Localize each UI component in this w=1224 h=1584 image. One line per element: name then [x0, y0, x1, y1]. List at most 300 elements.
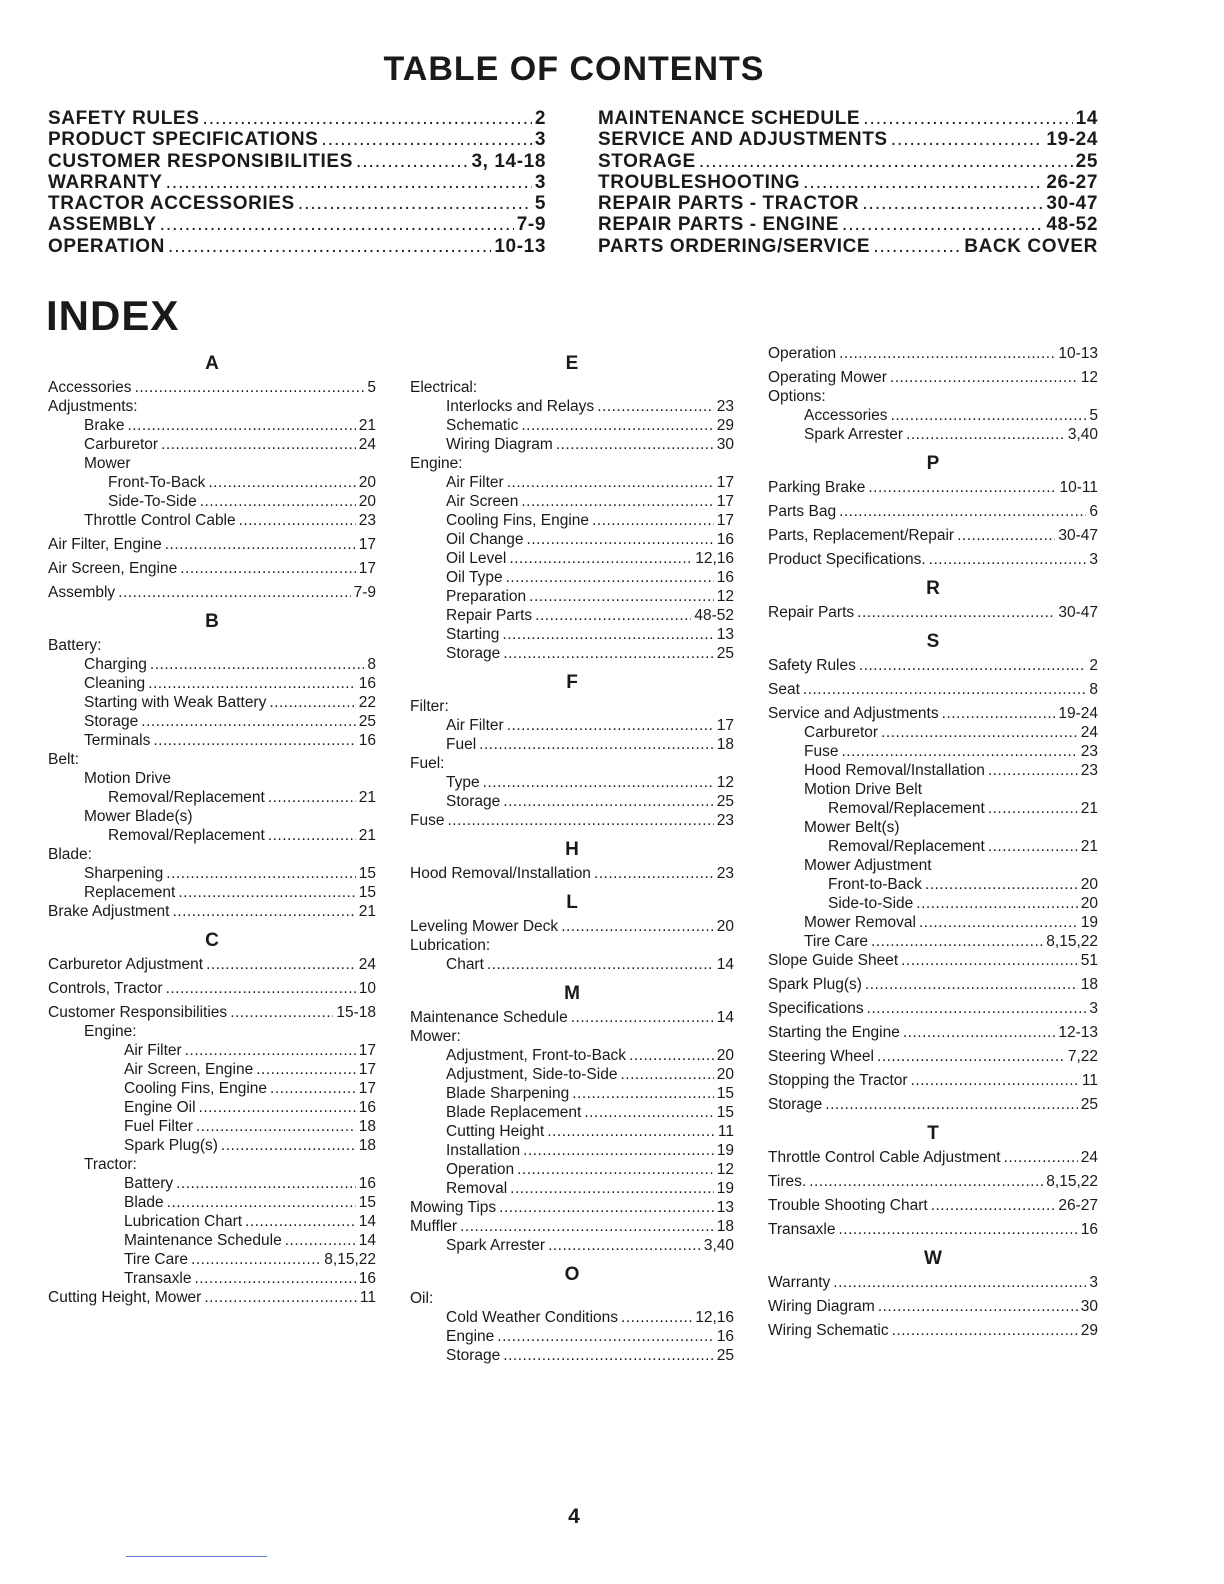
index-entry	[768, 1196, 1098, 1215]
index-entry-term: Sharpening	[84, 865, 164, 882]
dot-leader	[561, 917, 714, 936]
index-entry-term: Cooling Fins, Engine	[446, 512, 590, 529]
index-entry	[410, 1141, 734, 1160]
index-entry-page: 7,22	[1067, 1048, 1098, 1065]
index-entry-page: 13	[716, 626, 734, 643]
index-entry-page: 30	[716, 436, 734, 453]
index-entry	[768, 723, 1098, 742]
index-entry-term: Removal/Replacement	[828, 800, 985, 817]
index-entry	[48, 674, 376, 693]
index-entry-term: Side-to-Side	[828, 895, 914, 912]
toc-entry-page: 19-24	[1046, 129, 1098, 151]
index-entry	[48, 454, 376, 473]
index-entry	[48, 1117, 376, 1136]
index-entry-term: Belt:	[48, 751, 80, 768]
dot-leader	[906, 425, 1065, 444]
dot-leader	[891, 406, 1087, 425]
index-entry	[768, 1023, 1098, 1042]
dot-leader	[506, 568, 714, 587]
index-entry	[410, 549, 734, 568]
index-entry	[410, 1289, 734, 1308]
index-entry-page: 17	[358, 1080, 376, 1097]
index-entry-term: Air Screen, Engine	[124, 1061, 254, 1078]
index-entry	[768, 603, 1098, 622]
index-entry-term: Engine Oil	[124, 1099, 196, 1116]
index-entry	[768, 1220, 1098, 1239]
index-entry-term: Type	[446, 774, 480, 791]
index-entry	[48, 731, 376, 750]
toc-entry[interactable]	[48, 108, 546, 129]
dot-leader	[141, 712, 355, 731]
index-entry-term: Replacement	[84, 884, 176, 901]
index-entry-term: Muffler	[410, 1218, 458, 1235]
index-entry-term: Engine:	[410, 455, 463, 472]
dot-leader	[168, 236, 491, 258]
index-entry-term: Operation	[768, 345, 837, 362]
index-entry-page: 20	[716, 1047, 734, 1064]
index-entry-term: Storage	[446, 1347, 501, 1364]
index-entry	[48, 511, 376, 530]
index-entry-page: 25	[358, 713, 376, 730]
dot-leader	[571, 1008, 714, 1027]
index-entry	[48, 902, 376, 921]
index-entry	[768, 478, 1098, 497]
index-entry-term: Schematic	[446, 417, 519, 434]
toc-entry[interactable]	[598, 108, 1098, 129]
index-entry-page: 2	[1089, 657, 1098, 674]
index-entry-page: 17	[716, 512, 734, 529]
toc-right-column	[598, 108, 1098, 257]
dot-leader	[988, 799, 1078, 818]
index-entry	[48, 788, 376, 807]
index-entry-page: 18	[716, 1218, 734, 1235]
dot-leader	[460, 1217, 714, 1236]
index-entry-term: Starting	[446, 626, 500, 643]
index-entry-page: 12	[716, 774, 734, 791]
dot-leader	[556, 435, 714, 454]
index-entry-page: 30	[1080, 1298, 1098, 1315]
index-entry-term: Air Filter, Engine	[48, 536, 162, 553]
dot-leader	[208, 473, 355, 492]
index-entry-term: Fuel:	[410, 755, 445, 772]
index-entry-page: 8,15,22	[1046, 1173, 1098, 1190]
toc-entry[interactable]	[48, 129, 546, 150]
index-entry-page: 23	[716, 865, 734, 882]
dot-leader	[903, 1023, 1056, 1042]
index-entry-page: 18	[358, 1137, 376, 1154]
toc-entry[interactable]	[48, 151, 546, 172]
index-column-3	[768, 344, 1098, 1340]
index-entry-term: Fuse	[410, 812, 445, 829]
index-entry-term: Terminals	[84, 732, 151, 749]
index-entry	[48, 1079, 376, 1098]
index-entry-term: Lubrication:	[410, 937, 491, 954]
toc-entry-page: 5	[534, 193, 546, 215]
toc-entry[interactable]	[598, 129, 1098, 150]
index-entry	[410, 917, 734, 936]
index-entry-term: Oil Level	[446, 550, 507, 567]
dot-leader	[167, 1193, 356, 1212]
dot-leader	[535, 606, 691, 625]
index-entry	[48, 1231, 376, 1250]
index-entry-page: 19	[716, 1142, 734, 1159]
dot-leader	[809, 1172, 1043, 1191]
toc-entry-label: CUSTOMER RESPONSIBILITIES	[48, 150, 353, 172]
index-entry-term: Throttle Control Cable	[84, 512, 236, 529]
index-entry	[48, 1060, 376, 1079]
index-entry-page: 19-24	[1058, 705, 1098, 722]
index-entry	[768, 425, 1098, 444]
dot-leader	[194, 1269, 355, 1288]
index-entry-page: 16	[716, 1328, 734, 1345]
index-entry-page: 23	[1080, 762, 1098, 779]
index-entry-term: Throttle Control Cable Adjustment	[768, 1149, 1001, 1166]
index-entry-term: Tractor:	[84, 1156, 137, 1173]
index-entry	[768, 1172, 1098, 1191]
index-entry-term: Options:	[768, 388, 826, 405]
dot-leader	[239, 511, 356, 530]
toc-entry-page: 26-27	[1046, 171, 1098, 193]
toc-entry-label: PARTS ORDERING/SERVICE	[598, 235, 871, 257]
index-entry-term: Cooling Fins, Engine	[124, 1080, 268, 1097]
toc-entry-label: TRACTOR ACCESSORIES	[48, 193, 295, 215]
index-entry-page: 25	[716, 1347, 734, 1364]
dot-leader	[200, 492, 356, 511]
index-entry-page: 6	[1089, 503, 1098, 520]
index-entry-term: Oil Type	[446, 569, 503, 586]
index-entry-term: Removal	[446, 1180, 508, 1197]
dot-leader	[356, 151, 469, 173]
toc-entry[interactable]	[598, 193, 1098, 214]
index-entry	[768, 818, 1098, 837]
index-entry-term: Oil Change	[446, 531, 524, 548]
index-entry-term: Wiring Diagram	[446, 436, 553, 453]
index-entry-page: 23	[716, 812, 734, 829]
index-entry	[768, 368, 1098, 387]
index-entry	[410, 864, 734, 883]
index-entry	[48, 416, 376, 435]
toc-entry[interactable]	[48, 172, 546, 193]
index-entry-page: 7-9	[353, 584, 376, 601]
index-entry	[410, 955, 734, 974]
index-entry-page: 21	[358, 417, 376, 434]
dot-leader	[268, 826, 356, 845]
toc-entry[interactable]	[598, 236, 1098, 257]
index-entry	[768, 680, 1098, 699]
index-entry-page: 12	[716, 588, 734, 605]
index-entry	[48, 535, 376, 554]
index-entry-page: 23	[716, 398, 734, 415]
index-entry-term: Hood Removal/Installation	[804, 762, 985, 779]
index-entry	[768, 875, 1098, 894]
index-entry	[768, 999, 1098, 1018]
index-entry-page: 19	[1080, 914, 1098, 931]
index-entry-term: Chart	[446, 956, 484, 973]
index-entry	[48, 826, 376, 845]
index-entry-term: Installation	[446, 1142, 521, 1159]
toc-entry[interactable]	[598, 172, 1098, 193]
index-entry-page: 16	[358, 1270, 376, 1287]
index-entry	[768, 1071, 1098, 1090]
index-entry-term: Accessories	[48, 379, 132, 396]
dot-leader	[699, 151, 1073, 173]
index-entry-page: 29	[716, 417, 734, 434]
index-entry	[768, 894, 1098, 913]
index-entry-page: 25	[716, 645, 734, 662]
dot-leader	[803, 680, 1086, 699]
toc-entry-label: REPAIR PARTS - ENGINE	[598, 214, 839, 236]
toc-entry-label: PRODUCT SPECIFICATIONS	[48, 129, 319, 151]
index-entry	[768, 1095, 1098, 1114]
index-entry-page: 8	[367, 656, 376, 673]
toc-entry[interactable]	[48, 214, 546, 235]
index-entry	[410, 936, 734, 955]
dot-leader	[176, 1174, 356, 1193]
index-entry	[410, 1217, 734, 1236]
dot-leader	[221, 1136, 356, 1155]
dot-leader	[842, 214, 1043, 236]
index-entry-term: Adjustments:	[48, 398, 138, 415]
index-entry-term: Cutting Height, Mower	[48, 1289, 202, 1306]
index-entry-term: Spark Plug(s)	[768, 976, 862, 993]
index-entry-page: 21	[358, 789, 376, 806]
index-entry-page: 8	[1089, 681, 1098, 698]
index-entry	[410, 1308, 734, 1327]
index-entry	[48, 1155, 376, 1174]
index-entry	[48, 1041, 376, 1060]
index-entry	[768, 975, 1098, 994]
index-entry-page: 23	[1080, 743, 1098, 760]
toc-entry[interactable]	[48, 236, 546, 257]
index-entry	[48, 1136, 376, 1155]
index-entry-term: Mower	[84, 455, 131, 472]
index-entry-page: 17	[716, 717, 734, 734]
index-entry	[48, 864, 376, 883]
index-entry-page: 30-47	[1058, 527, 1098, 544]
dot-leader	[890, 368, 1078, 387]
dot-leader	[863, 108, 1072, 130]
dot-leader	[503, 644, 713, 663]
index-entry	[410, 511, 734, 530]
toc-entry-label: SERVICE AND ADJUSTMENTS	[598, 129, 888, 151]
index-entry-term: Air Screen, Engine	[48, 560, 178, 577]
index-entry-term: Engine:	[84, 1023, 137, 1040]
dot-leader	[1004, 1148, 1078, 1167]
index-entry	[48, 955, 376, 974]
dot-leader	[547, 1122, 715, 1141]
toc-entry[interactable]	[48, 193, 546, 214]
index-entry-term: Storage	[446, 645, 501, 662]
dot-leader	[931, 1196, 1056, 1215]
dot-leader	[196, 1117, 356, 1136]
index-entry	[410, 754, 734, 773]
toc-entry-label: OPERATION	[48, 235, 165, 257]
index-entry-page: 3,40	[703, 1237, 734, 1254]
dot-leader	[862, 193, 1043, 215]
dot-leader	[178, 883, 355, 902]
index-entry-term: Engine	[446, 1328, 495, 1345]
index-entry-page: 13	[716, 1199, 734, 1216]
dot-leader	[548, 1236, 701, 1255]
dot-leader	[839, 344, 1055, 363]
index-entry	[48, 655, 376, 674]
dot-leader	[497, 1327, 713, 1346]
dot-leader	[503, 1346, 713, 1365]
toc-entry-page: 30-47	[1046, 193, 1098, 215]
index-entry-term: Charging	[84, 656, 147, 673]
index-entry-page: 21	[358, 827, 376, 844]
index-entry	[48, 807, 376, 826]
index-entry-page: 12,16	[695, 1309, 734, 1326]
index-entry-term: Filter:	[410, 698, 449, 715]
index-entry-term: Tire Care	[124, 1251, 189, 1268]
index-entry-page: 15	[358, 1194, 376, 1211]
toc-entry-label: ASSEMBLY	[48, 214, 157, 236]
dot-leader	[803, 172, 1043, 194]
index-entry	[768, 526, 1098, 545]
index-entry	[410, 1027, 734, 1046]
index-entry-page: 14	[716, 956, 734, 973]
index-entry	[410, 606, 734, 625]
index-entry	[410, 811, 734, 830]
dot-leader	[447, 811, 713, 830]
dot-leader	[509, 549, 692, 568]
toc-left-column	[48, 108, 546, 257]
index-entry	[410, 1179, 734, 1198]
index-entry-page: 25	[1080, 1096, 1098, 1113]
index-entry	[768, 780, 1098, 799]
index-entry	[768, 1273, 1098, 1292]
index-entry-term: Maintenance Schedule	[410, 1009, 568, 1026]
dot-leader	[523, 1141, 714, 1160]
dot-leader	[230, 1003, 333, 1022]
dot-leader	[160, 214, 514, 236]
index-entry-page: 12,16	[695, 550, 734, 567]
index-entry-term: Blade Replacement	[446, 1104, 582, 1121]
dot-leader	[503, 792, 713, 811]
dot-leader	[877, 1047, 1065, 1066]
index-entry	[410, 530, 734, 549]
dot-leader	[892, 1321, 1078, 1340]
index-entry-page: 5	[367, 379, 376, 396]
toc-entry-page: 3, 14-18	[471, 150, 546, 172]
index-entry-page: 48-52	[694, 607, 734, 624]
index-entry-term: Cold Weather Conditions	[446, 1309, 619, 1326]
dot-leader	[180, 559, 356, 578]
index-entry	[410, 773, 734, 792]
index-entry-page: 14	[358, 1213, 376, 1230]
toc-entry[interactable]	[598, 151, 1098, 172]
index-entry-term: Customer Responsibilities	[48, 1004, 228, 1021]
index-entry	[768, 932, 1098, 951]
dot-leader	[841, 742, 1077, 761]
dot-leader	[166, 979, 356, 998]
index-entry-term: Parking Brake	[768, 479, 866, 496]
toc-entry-page: 3	[534, 129, 546, 151]
index-entry-term: Repair Parts	[446, 607, 533, 624]
index-entry	[410, 1046, 734, 1065]
index-entry-term: Brake	[84, 417, 125, 434]
dot-leader	[270, 1079, 356, 1098]
index-entry-page: 17	[358, 1042, 376, 1059]
dot-leader	[206, 955, 356, 974]
index-entry-page: 21	[1080, 800, 1098, 817]
index-entry-term: Safety Rules	[768, 657, 856, 674]
index-letter-heading: H	[565, 839, 579, 860]
index-entry-page: 8,15,22	[324, 1251, 376, 1268]
index-entry-term: Wiring Diagram	[768, 1298, 875, 1315]
index-entry-page: 17	[358, 536, 376, 553]
index-entry	[768, 704, 1098, 723]
dot-leader	[166, 864, 355, 883]
dot-leader	[521, 492, 713, 511]
dot-leader	[916, 894, 1077, 913]
index-letter-heading: T	[927, 1123, 939, 1144]
dot-leader	[594, 864, 714, 883]
dot-leader	[199, 1098, 356, 1117]
index-entry-page: 14	[716, 1009, 734, 1026]
dot-leader	[929, 550, 1087, 569]
dot-leader	[857, 603, 1055, 622]
index-entry-term: Parts, Replacement/Repair	[768, 527, 955, 544]
page-number: 4	[568, 1505, 580, 1528]
index-entry-term: Controls, Tractor	[48, 980, 163, 997]
dot-leader	[629, 1046, 714, 1065]
index-entry-page: 24	[358, 436, 376, 453]
dot-leader	[161, 435, 356, 454]
toc-entry-label: MAINTENANCE SCHEDULE	[598, 108, 861, 129]
index-entry	[768, 913, 1098, 932]
index-entry	[768, 1297, 1098, 1316]
index-entry	[48, 397, 376, 416]
index-entry	[48, 378, 376, 397]
index-entry-page: 51	[1080, 952, 1098, 969]
index-entry-term: Specifications	[768, 1000, 864, 1017]
index-entry-term: Stopping the Tractor	[768, 1072, 908, 1089]
index-entry-term: Preparation	[446, 588, 527, 605]
index-entry-term: Wiring Schematic	[768, 1322, 889, 1339]
index-letter-heading: F	[566, 672, 578, 693]
index-entry-term: Front-To-Back	[108, 474, 206, 491]
dot-leader	[838, 1220, 1077, 1239]
dot-leader	[150, 655, 364, 674]
toc-entry[interactable]	[598, 214, 1098, 235]
index-entry	[48, 750, 376, 769]
index-entry	[410, 644, 734, 663]
toc-entry-page: 14	[1075, 108, 1098, 129]
index-entry-page: 16	[358, 1175, 376, 1192]
toc-entry-page: 48-52	[1046, 214, 1098, 236]
dot-leader	[925, 875, 1078, 894]
index-entry-term: Storage	[768, 1096, 823, 1113]
index-entry-page: 24	[1080, 1149, 1098, 1166]
index-entry-term: Trouble Shooting Chart	[768, 1197, 928, 1214]
index-entry-page: 12	[716, 1161, 734, 1178]
dot-leader	[621, 1308, 692, 1327]
index-entry-page: 20	[1080, 876, 1098, 893]
dot-leader	[285, 1231, 356, 1250]
index-entry-page: 3	[1089, 1274, 1098, 1291]
index-entry	[410, 473, 734, 492]
index-entry-term: Warranty	[768, 1274, 831, 1291]
index-letter-heading: O	[564, 1264, 580, 1285]
index-entry-term: Carburetor Adjustment	[48, 956, 204, 973]
dot-leader	[529, 587, 714, 606]
index-entry-term: Spark Arrester	[804, 426, 904, 443]
index-entry-term: Removal/Replacement	[108, 827, 265, 844]
index-entry-page: 17	[716, 493, 734, 510]
dot-leader	[527, 530, 714, 549]
